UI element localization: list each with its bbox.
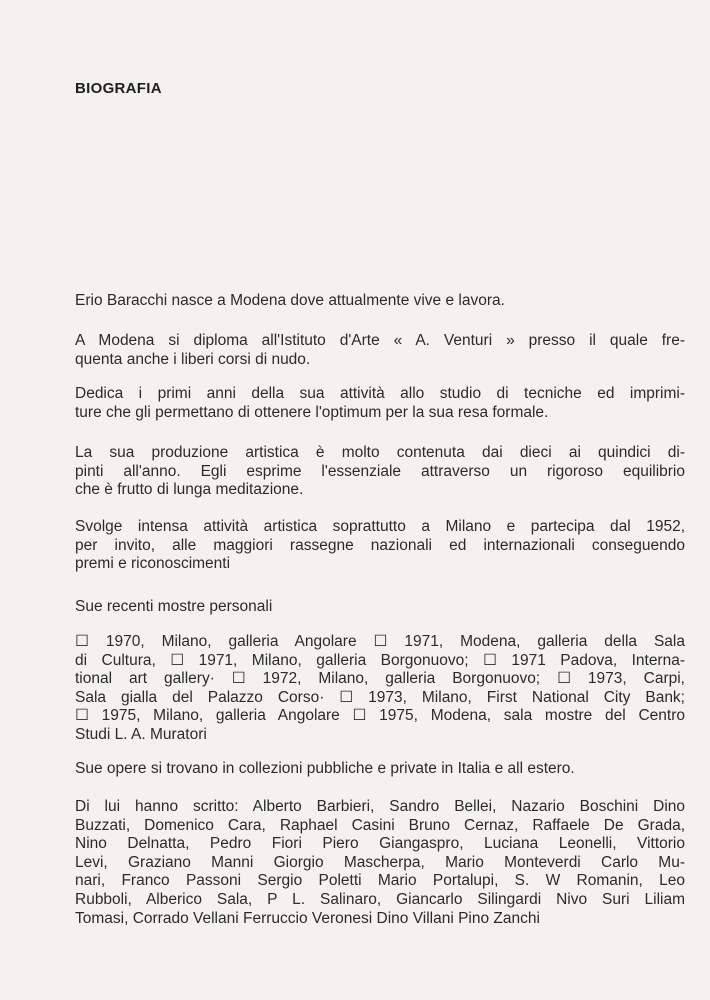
paragraph-collections: [75, 760, 685, 779]
page-title: BIOGRAFIA: [75, 80, 162, 97]
paragraph-techniques: [75, 385, 685, 422]
paragraph-line: di Cultura, ☐ 1971, Milano, galleria Borgonuovo; ☐ 1971 Padova, Interna-: [75, 651, 685, 669]
paragraph-line: Dedica i primi anni della sua attività allo studio di tecniche ed imprimi-: [75, 385, 685, 402]
paragraph-line: pinti all'anno. Egli esprime l'essenziale attraverso un rigoroso equilibrio: [75, 462, 685, 480]
paragraph-line: Studi L. A. Muratori: [75, 725, 207, 743]
paragraph-line: Svolge intensa attività artistica soprattutto a Milano e partecipa dal 1952,: [75, 518, 685, 535]
paragraph-line: premi e riconoscimenti: [75, 555, 231, 573]
paragraph-critics: [75, 798, 685, 928]
paragraph-production: [75, 444, 685, 500]
paragraph-line: La sua produzione artistica è molto contenuta dai dieci ai quindici di-: [75, 444, 685, 461]
paragraph-line: nari, Franco Passoni Sergio Poletti Mario Portalupi, S. W Romanin, Leo: [75, 872, 685, 890]
paragraph-line: che è frutto di lunga meditazione.: [75, 481, 304, 499]
paragraph-line: tional art gallery· ☐ 1972, Milano, galleria Borgonuovo; ☐ 1973, Carpi,: [75, 670, 685, 688]
paragraph-line: ☐ 1970, Milano, galleria Angolare ☐ 1971, Modena, galleria della Sala: [75, 633, 685, 650]
paragraph-line: Rubboli, Alberico Sala, P L. Salinaro, Giancarlo Silingardi Nivo Suri Liliam: [75, 890, 685, 908]
paragraph-line: per invito, alle maggiori rassegne nazionali ed internazionali conseguendo: [75, 536, 685, 554]
paragraph-line: ☐ 1975, Milano, galleria Angolare ☐ 1975, Modena, sala mostre del Centro: [75, 707, 685, 725]
paragraph-line: Levi, Graziano Manni Giorgio Mascherpa, Mario Monteverdi Carlo Mu-: [75, 853, 685, 871]
paragraph-line: Buzzati, Domenico Cara, Raphael Casini Bruno Cernaz, Raffaele De Grada,: [75, 816, 685, 834]
paragraph-line: Sala gialla del Palazzo Corso· ☐ 1973, Milano, First National City Bank;: [75, 688, 685, 706]
paragraph-line: quenta anche i liberi corsi di nudo.: [75, 350, 311, 368]
paragraph-education: [75, 332, 685, 369]
paragraph-line: Nino Delnatta, Pedro Fiori Piero Giangaspro, Luciana Leonelli, Vittorio: [75, 835, 685, 853]
paragraph-line: Erio Baracchi nasce a Modena dove attualmente vive e lavora.: [75, 292, 505, 309]
paragraph-line: Sue opere si trovano in collezioni pubbliche e private in Italia e all estero.: [75, 760, 575, 777]
paragraph-line: Tomasi, Corrado Vellani Ferruccio Veronesi Dino Villani Pino Zanchi: [75, 909, 540, 927]
paragraph-line: Sue recenti mostre personali: [75, 598, 273, 615]
paragraph-exhibitions-list: [75, 633, 685, 745]
paragraph-line: Di lui hanno scritto: Alberto Barbieri, Sandro Bellei, Nazario Boschini Dino: [75, 798, 685, 815]
paragraph-exhibitions-heading: [75, 598, 685, 617]
paragraph-birth: [75, 292, 685, 311]
paragraph-line: A Modena si diploma all'Istituto d'Arte « A. Venturi » presso il quale fre-: [75, 332, 685, 349]
paragraph-activity: [75, 518, 685, 574]
paragraph-line: ture che gli permettano di ottenere l'optimum per la sua resa formale.: [75, 403, 549, 421]
